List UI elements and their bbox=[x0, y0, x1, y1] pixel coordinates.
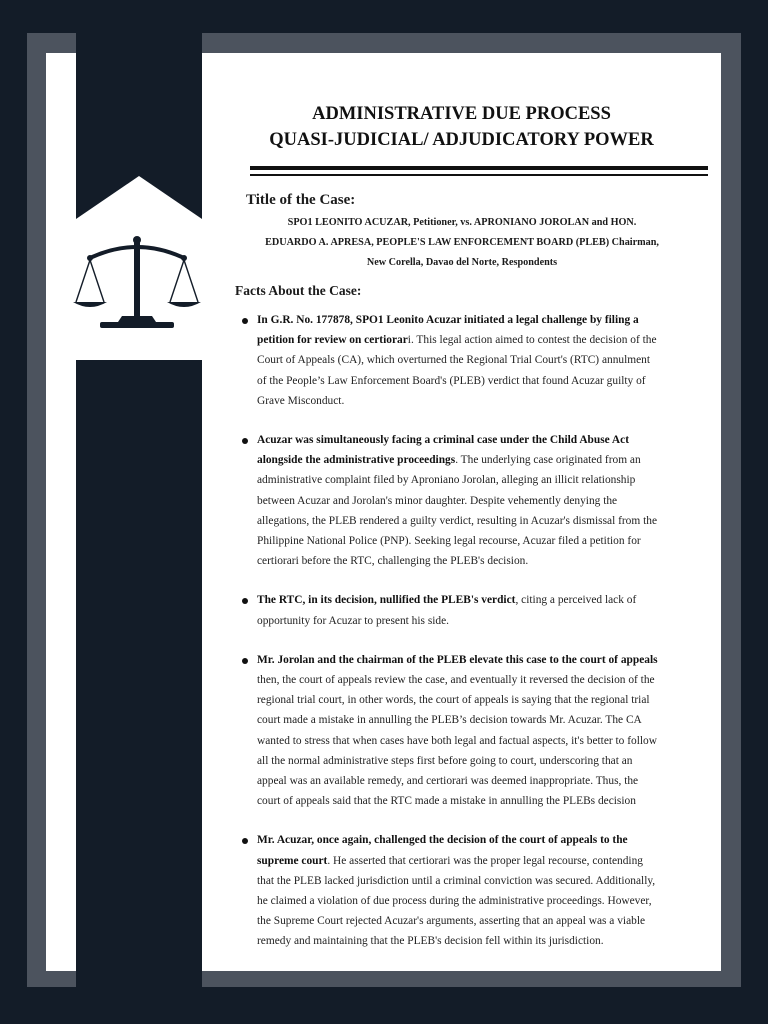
ribbon-lower bbox=[76, 360, 202, 987]
title-line-1: ADMINISTRATIVE DUE PROCESS bbox=[312, 104, 611, 124]
fact-line bbox=[257, 931, 712, 951]
fact-line bbox=[257, 511, 712, 531]
fact-emphasis: In G.R. No. 177878, SPO1 Leonito Acuzar initiated a legal challenge by filing a bbox=[257, 314, 639, 326]
fact-text: then, the court of appeals review the case, and eventually it reversed the decision of the bbox=[257, 674, 655, 687]
fact-text: court of appeals said that the RTC made a mistake in annulling the PLEBs decision bbox=[257, 795, 636, 808]
fact-text: of the People’s Law Enforcement Board's (PLEB) verdict that found Acuzar guilty of bbox=[257, 374, 646, 387]
fact-line bbox=[257, 590, 712, 610]
fact-text: Grave Misconduct. bbox=[257, 394, 345, 407]
fact-line bbox=[257, 330, 712, 350]
fact-line bbox=[257, 710, 712, 730]
fact-text: . The underlying case originated from an bbox=[455, 454, 641, 467]
fact-text: , citing a perceived lack of bbox=[515, 594, 637, 607]
bullet-dot-icon bbox=[242, 658, 248, 664]
fact-line bbox=[257, 731, 712, 751]
fact-text: remedy and maintaining that the PLEB's decision fell within its jurisdiction. bbox=[257, 935, 604, 948]
fact-line bbox=[257, 430, 712, 450]
fact-emphasis: The RTC, in its decision, nullified the PLEB's verdict bbox=[257, 594, 516, 607]
fact-text: that the PLEB lacked jurisdiction until a criminal conviction was secured. Additionally, bbox=[257, 874, 656, 887]
title-line-2: QUASI-JUDICIAL/ ADJUDICATORY POWER bbox=[269, 130, 654, 150]
fact-line bbox=[257, 310, 712, 330]
fact-text: Philippine National Police (PNP). Seeking legal recourse, Acuzar filed a petition for bbox=[257, 535, 641, 548]
fact-text: appeal was an available remedy, and certiorari was deemed inappropriate. Thus, the bbox=[257, 775, 639, 788]
case-parties-line: New Corella, Davao del Norte, Respondents bbox=[366, 257, 558, 268]
case-parties bbox=[238, 213, 686, 273]
document-title bbox=[202, 101, 721, 153]
fact-line bbox=[257, 911, 712, 931]
fact-text: . He asserted that certiorari was the proper legal recourse, contending bbox=[327, 854, 643, 867]
fact-bullet bbox=[242, 590, 712, 630]
fact-line bbox=[257, 690, 712, 710]
fact-emphasis: Acuzar was simultaneously facing a criminal case under the Child Abuse Act bbox=[257, 434, 630, 447]
fact-text: allegations, the PLEB rendered a guilty verdict, resulting in Acuzar's dismissal from the bbox=[257, 514, 657, 527]
fact-line bbox=[257, 751, 712, 771]
facts-list bbox=[242, 310, 712, 952]
scales-of-justice-icon bbox=[70, 232, 204, 334]
fact-text: between Acuzar and Jorolan's minor daughter. Despite vehemently denying the bbox=[257, 494, 618, 507]
fact-text: wanted to stress that when cases have both legal and factual aspects, it's better to follow bbox=[257, 734, 657, 747]
fact-emphasis: Mr. Jorolan and the chairman of the PLEB elevate this case to the court of appeals bbox=[257, 653, 658, 666]
fact-line bbox=[257, 450, 712, 470]
fact-text: opportunity for Acuzar to present his side. bbox=[257, 614, 450, 627]
bullet-dot-icon bbox=[242, 438, 248, 444]
fact-bullet bbox=[242, 650, 712, 812]
title-rule-thick bbox=[250, 166, 708, 170]
fact-text: he claimed a violation of due process during the administrative proceedings. However, bbox=[257, 895, 652, 908]
fact-emphasis: Mr. Acuzar, once again, challenged the decision of the court of appeals to the bbox=[257, 834, 628, 847]
fact-line bbox=[257, 391, 712, 411]
document-page bbox=[202, 53, 721, 971]
fact-emphasis: supreme court bbox=[257, 854, 328, 867]
case-parties-line: EDUARDO A. APRESA, PEOPLE'S LAW ENFORCEMENT BOARD (PLEB) Chairman, bbox=[265, 237, 659, 248]
bullet-dot-icon bbox=[242, 598, 248, 604]
facts-heading: Facts About the Case: bbox=[235, 283, 362, 298]
fact-line bbox=[257, 771, 712, 791]
fact-text: court made a mistake in annulling the PLEB’s decision towards Mr. Acuzar. The CA bbox=[257, 714, 642, 727]
fact-text: all the normal administrative steps first before going to court, underscoring that an bbox=[257, 754, 633, 767]
fact-line bbox=[257, 350, 712, 370]
fact-line bbox=[257, 611, 712, 631]
fact-bullet bbox=[242, 830, 712, 951]
title-rule-thin bbox=[250, 174, 708, 176]
fact-emphasis: alongside the administrative proceedings bbox=[257, 454, 456, 467]
fact-line bbox=[257, 470, 712, 490]
fact-line bbox=[257, 891, 712, 911]
fact-line bbox=[257, 491, 712, 511]
fact-line bbox=[257, 551, 712, 571]
fact-line bbox=[257, 670, 712, 690]
fact-text: regional trial court, in other words, the court of appeals is saying that the regional trial bbox=[257, 694, 650, 707]
left-white-strip bbox=[46, 53, 76, 971]
fact-emphasis: petition for review on certiorar bbox=[257, 334, 408, 347]
fact-line bbox=[257, 650, 712, 670]
fact-line bbox=[257, 791, 712, 811]
fact-line bbox=[257, 851, 712, 871]
bullet-dot-icon bbox=[242, 838, 248, 844]
fact-text: i. This legal action aimed to contest the decision of the bbox=[407, 334, 657, 347]
bullet-dot-icon bbox=[242, 318, 248, 324]
fact-line bbox=[257, 531, 712, 551]
fact-bullet bbox=[242, 310, 712, 411]
fact-line bbox=[257, 830, 712, 850]
fact-bullet bbox=[242, 430, 712, 571]
case-parties-line: SPO1 LEONITO ACUZAR, Petitioner, vs. APRONIANO JOROLAN and HON. bbox=[287, 217, 637, 228]
fact-line bbox=[257, 371, 712, 391]
fact-text: certiorari before the RTC, challenging the PLEB's decision. bbox=[257, 555, 529, 568]
fact-text: Court of Appeals (CA), which overturned the Regional Trial Court's (RTC) annulment bbox=[257, 354, 651, 367]
fact-text: administrative complaint filed by Aproniano Jorolan, alleging an illicit relationship bbox=[257, 474, 636, 487]
fact-line bbox=[257, 871, 712, 891]
fact-text: the Supreme Court rejected Acuzar's arguments, asserting that an appeal was a viable bbox=[257, 915, 646, 928]
case-title-heading: Title of the Case: bbox=[246, 192, 356, 208]
